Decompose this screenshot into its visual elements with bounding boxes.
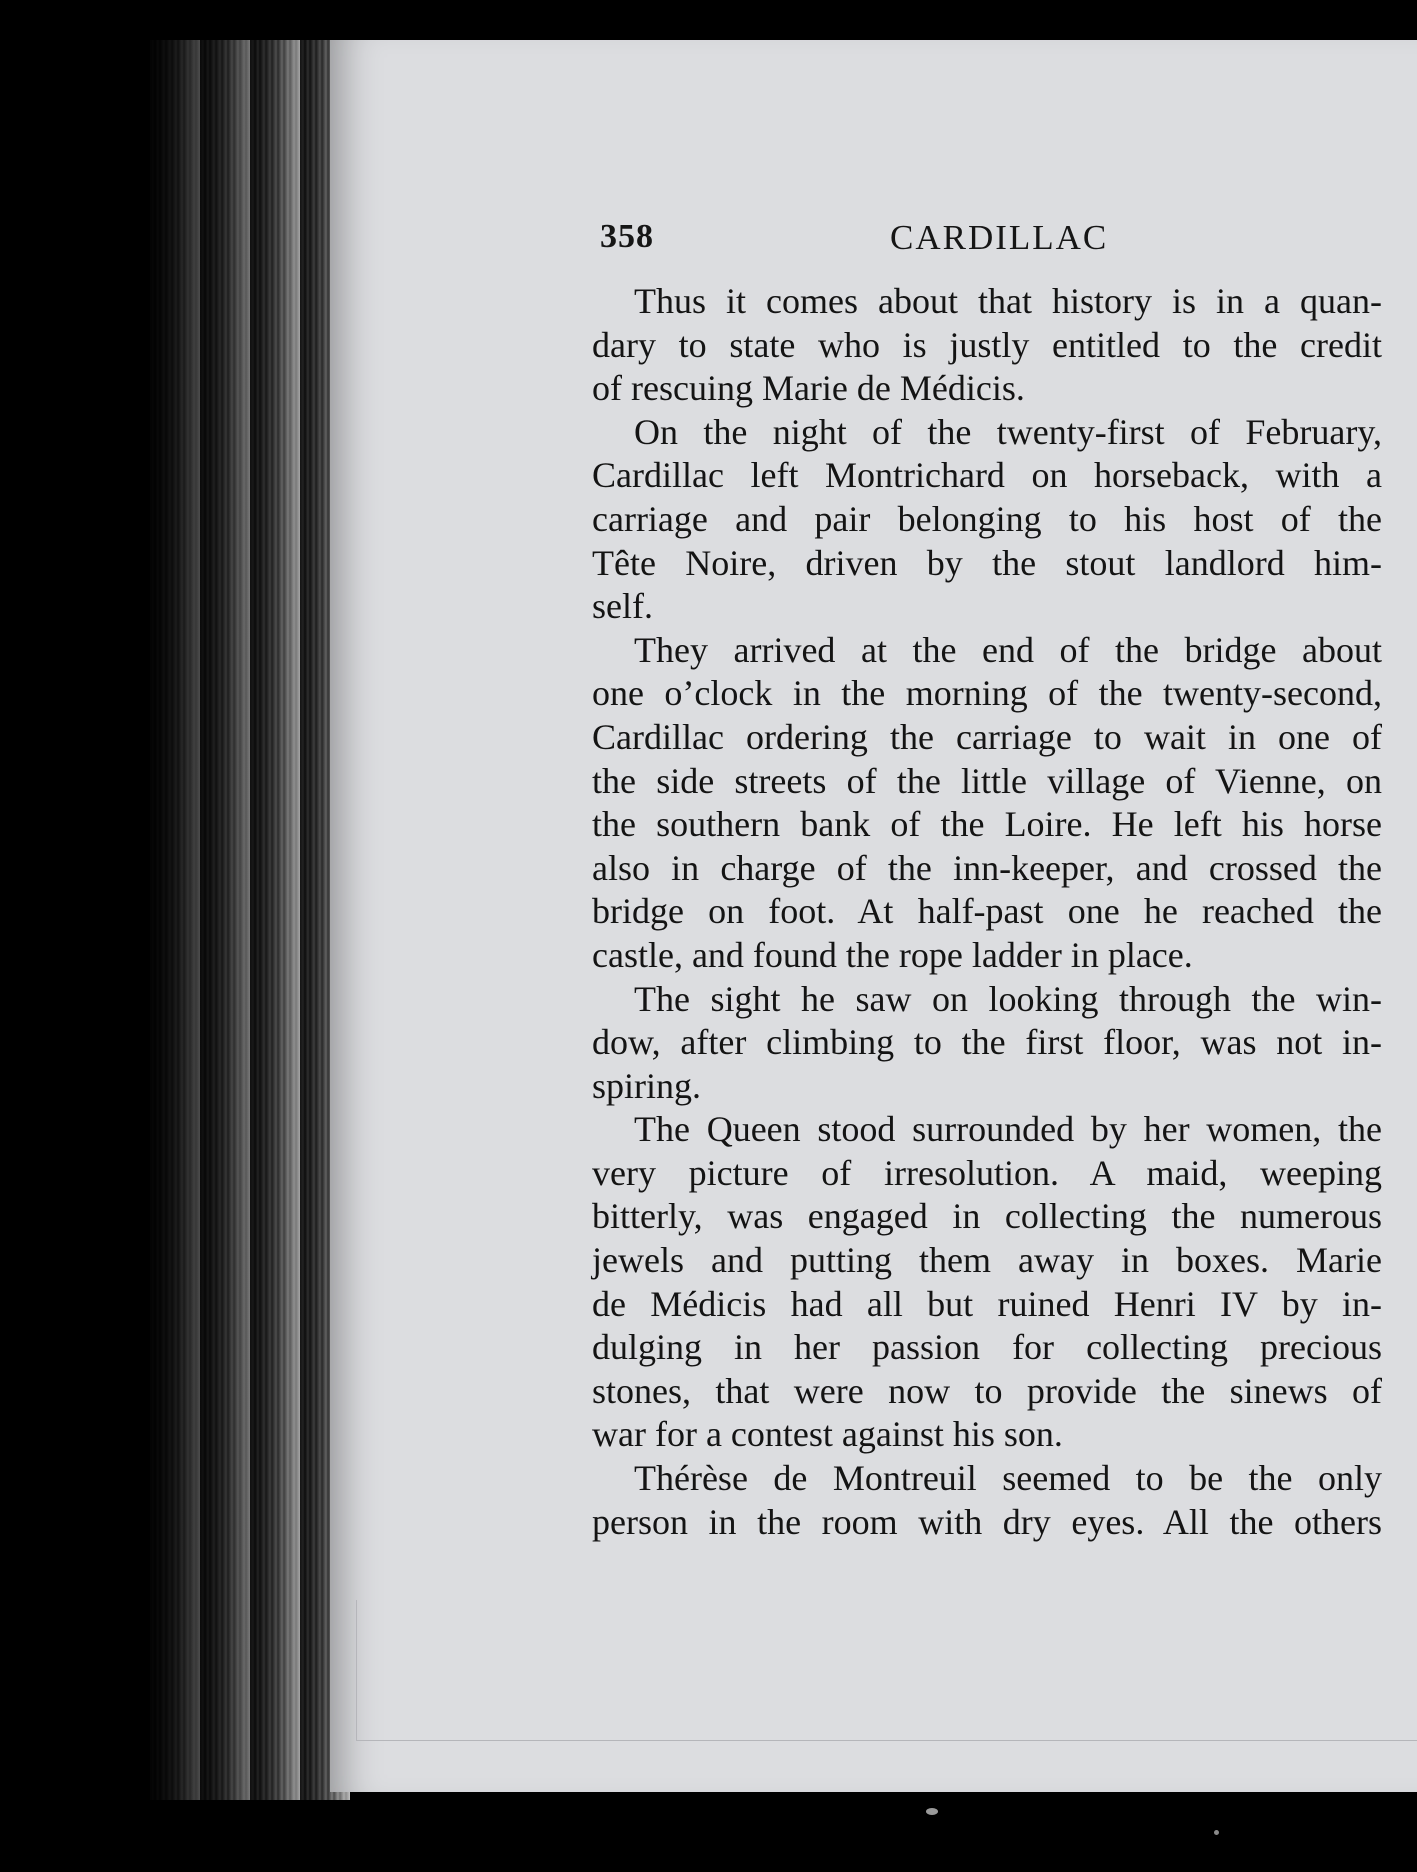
- text-line: de Médicis had all but ruined Henri IV by in-: [592, 1283, 1382, 1324]
- text-line: the southern bank of the Loire. He left his horse: [592, 804, 1382, 845]
- running-title: CARDILLAC: [890, 218, 1109, 257]
- paragraph: [592, 1108, 1382, 1457]
- paragraph: [592, 411, 1382, 629]
- text-line: war for a contest against his son.: [592, 1414, 1063, 1455]
- text-line: On the night of the twenty-first of February,: [634, 411, 1382, 452]
- text-line: They arrived at the end of the bridge about: [634, 629, 1382, 670]
- text-line: Thérèse de Montreuil seemed to be the only: [634, 1458, 1382, 1499]
- text-line: one o’clock in the morning of the twenty-second,: [592, 673, 1382, 714]
- text-line: Thus it comes about that history is in a quan-: [634, 281, 1382, 321]
- text-line: spiring.: [592, 1065, 702, 1106]
- scan-smudge: [926, 1808, 938, 1815]
- page-edges: [150, 40, 350, 1800]
- paragraph: [592, 978, 1382, 1109]
- running-head: [600, 218, 1380, 278]
- text-line: dulging in her passion for collecting precious: [592, 1327, 1382, 1368]
- text-line: self.: [592, 586, 653, 627]
- text-line: also in charge of the inn-keeper, and crossed the: [592, 847, 1382, 888]
- paragraph: [592, 629, 1382, 978]
- body-text: [592, 280, 1382, 1544]
- text-line: person in the room with dry eyes. All the others: [592, 1501, 1382, 1542]
- text-line: Tête Noire, driven by the stout landlord him-: [592, 542, 1382, 583]
- text-line: The Queen stood surrounded by her women, the: [634, 1109, 1382, 1150]
- paragraph: [592, 280, 1382, 411]
- text-line: castle, and found the rope ladder in place.: [592, 934, 1193, 975]
- text-line: bridge on foot. At half-past one he reached the: [592, 891, 1382, 932]
- text-line: the side streets of the little village of Vienne, on: [592, 760, 1382, 801]
- text-line: carriage and pair belonging to his host of the: [592, 498, 1382, 539]
- text-line: The sight he saw on looking through the win-: [634, 978, 1382, 1019]
- text-line: dow, after climbing to the first floor, was not in-: [592, 1022, 1382, 1063]
- text-line: jewels and putting them away in boxes. Marie: [592, 1240, 1382, 1281]
- page-number: 358: [600, 218, 654, 255]
- text-line: Cardillac left Montrichard on horseback, with a: [592, 455, 1382, 496]
- text-line: Cardillac ordering the carriage to wait in one of: [592, 716, 1382, 757]
- page-margin-line: [356, 1600, 1417, 1741]
- text-line: of rescuing Marie de Médicis.: [592, 368, 1025, 409]
- text-line: bitterly, was engaged in collecting the numerous: [592, 1196, 1382, 1237]
- scan-speck: [1214, 1830, 1219, 1835]
- paragraph: [592, 1457, 1382, 1544]
- text-line: very picture of irresolution. A maid, weeping: [592, 1152, 1382, 1193]
- text-line: stones, that were now to provide the sinews of: [592, 1370, 1382, 1411]
- text-line: dary to state who is justly entitled to the credit: [592, 324, 1382, 365]
